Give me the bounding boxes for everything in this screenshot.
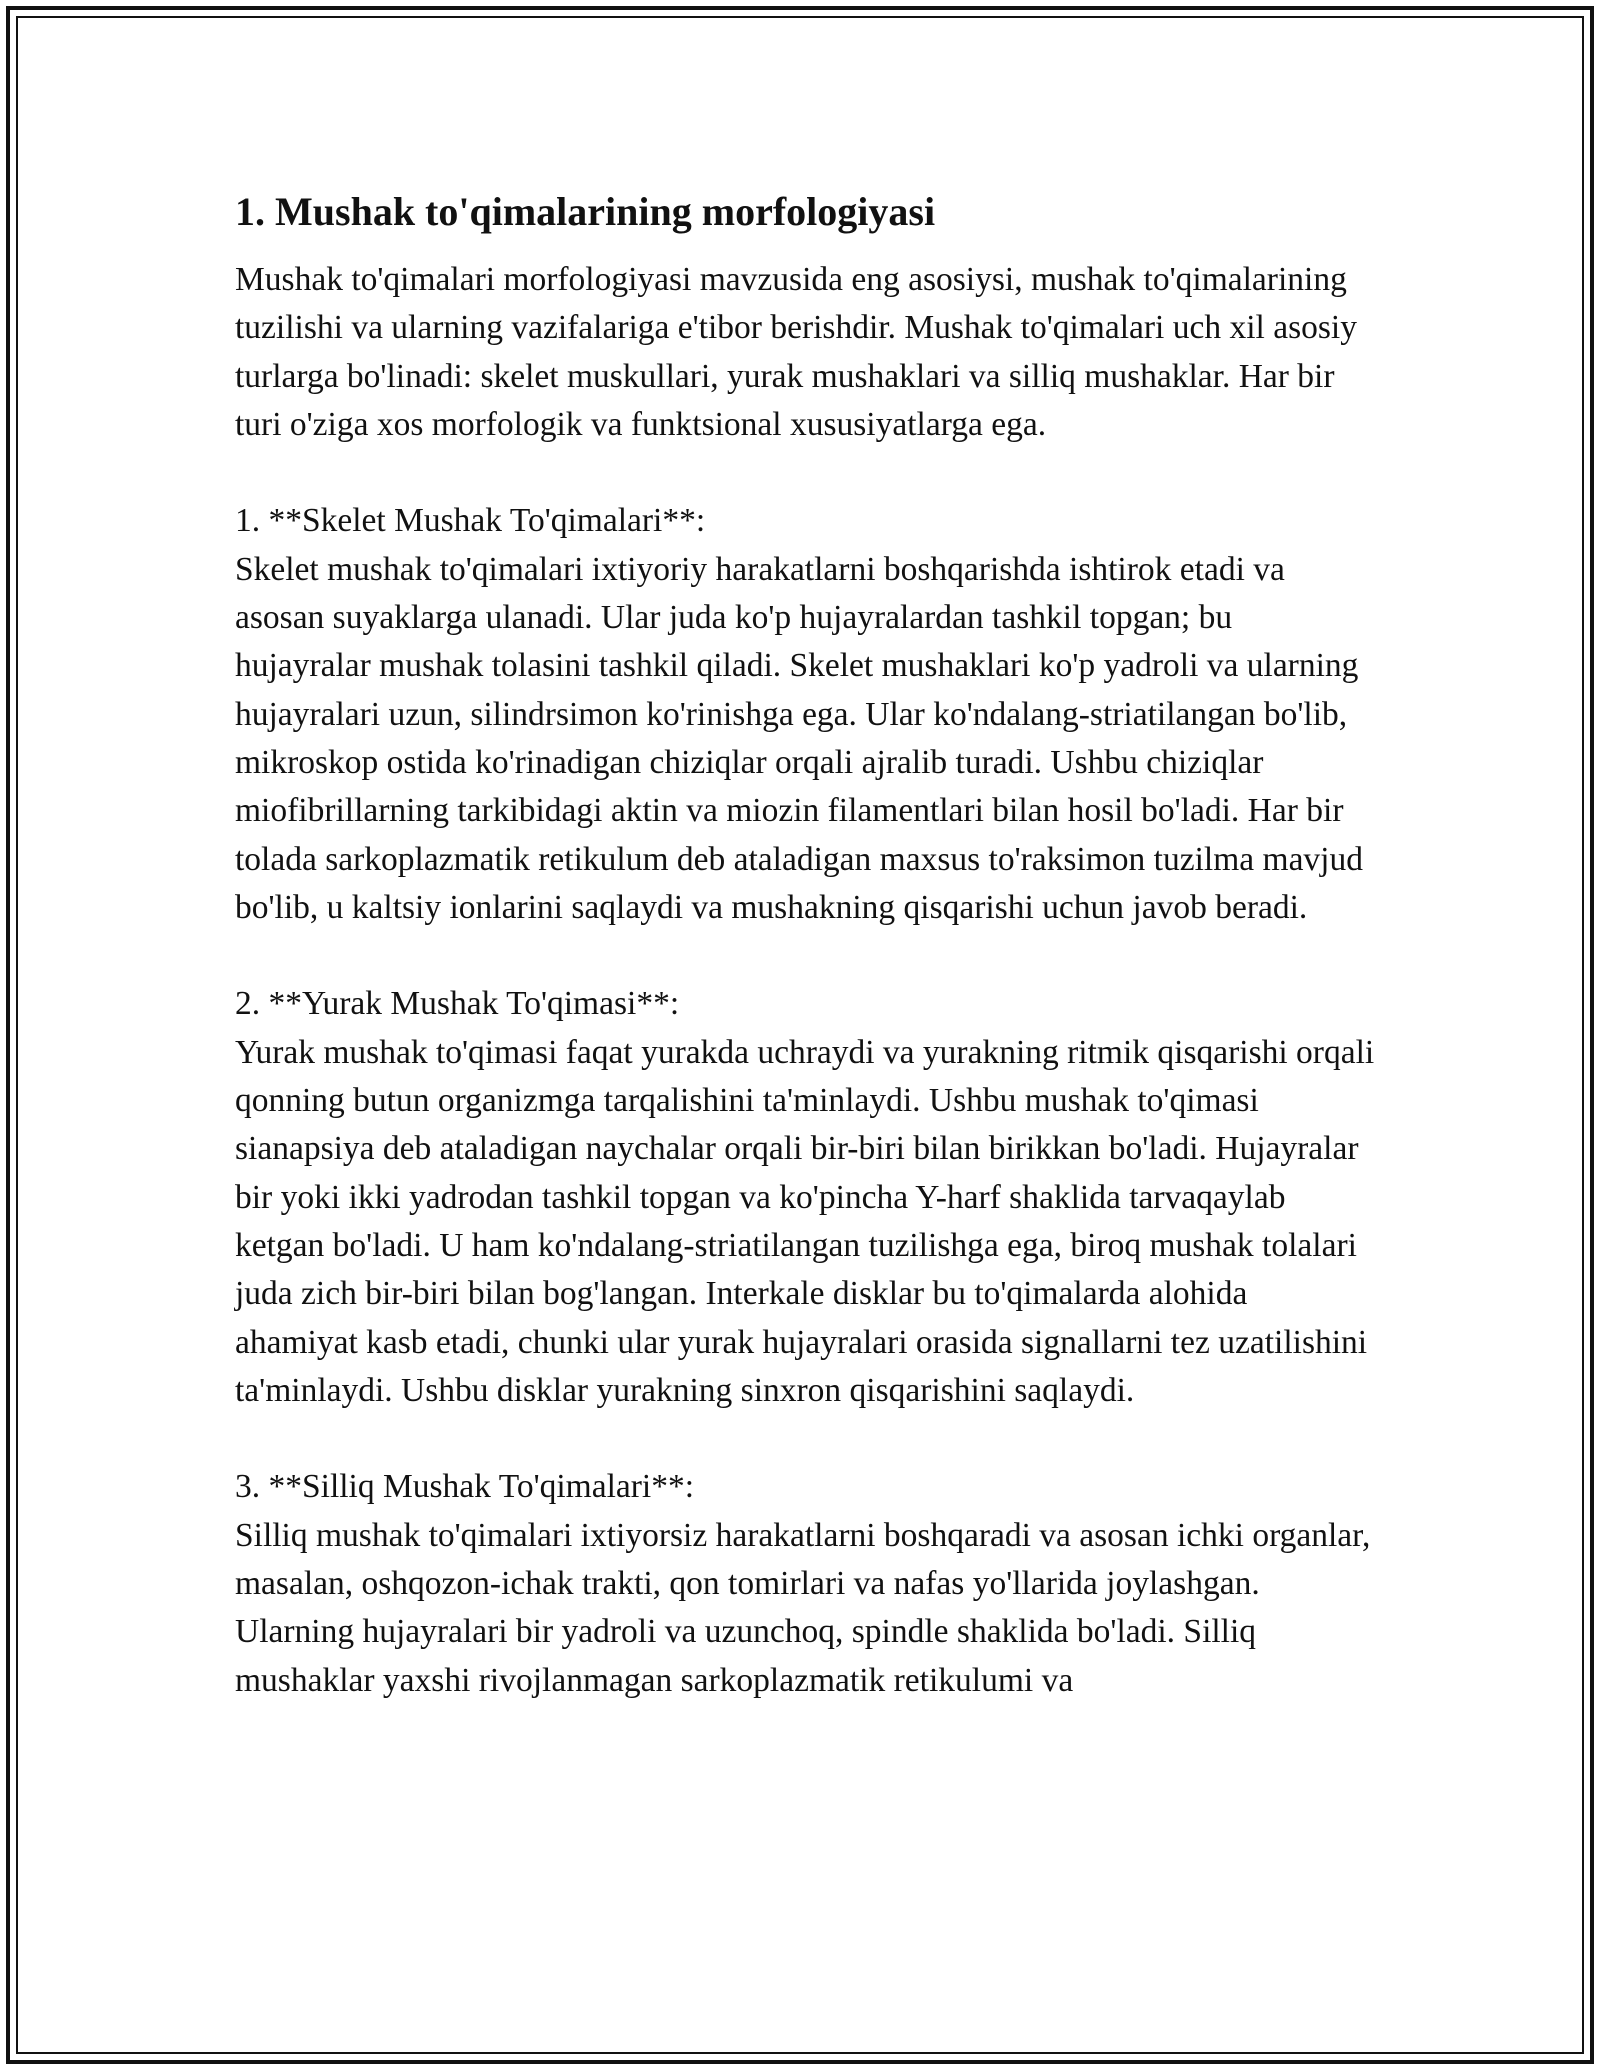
section-heading: 3. **Silliq Mushak To'qimalari**:: [235, 1468, 695, 1506]
section-body: Yurak mushak to'qimasi faqat yurakda uchraydi va yurakning ritmik qisqarishi orqali qonning butun organizmga tarqalishini ta'minlaydi. Ushbu mushak to'qimasi sianapsiya deb ataladigan naychalar orqali bir-biri bilan birikkan bo'ladi. Hujayralar bir yoki ikki yadrodan tashkil topgan va ko'pincha Y-harf shaklida tarvaqaylab ketgan bo'ladi. U ham ko'ndalang-striatilangan tuzilishga ega, biroq mushak tolalari juda zich bir-biri bilan bog'langan. Interkale disklar bu to'qimalarda alohida ahamiyat kasb etadi, chunki ular yurak hujayralari orasida signallarni tez uzatilishini ta'minlaydi. Ushbu disklar yurakning sinxron qisqarishini saqlaydi.: [235, 1033, 1375, 1409]
section-heading: 2. **Yurak Mushak To'qimasi**:: [235, 985, 680, 1023]
section-body: Skelet mushak to'qimalari ixtiyoriy harakatlarni boshqarishda ishtirok etadi va asosan suyaklarga ulanadi. Ular juda ko'p hujayralardan tashkil topgan; bu hujayralar mushak tolasini tashkil qiladi. Skelet mushaklari ko'p yadroli va ularning hujayralari uzun, silindrsimon ko'rinishga ega. Ular ko'ndalang-striatilangan bo'lib, mikroskop ostida ko'rinadigan chiziqlar orqali ajralib turadi. Ushbu chiziqlar miofibrillarning tarkibidagi aktin va miozin filamentlari bilan hosil bo'ladi. Har bir tolada sarkoplazmatik retikulum deb ataladigan maxsus to'raksimon tuzilma mavjud bo'lib, u kaltsiy ionlarini saqlaydi va mushakning qisqarishi uchun javob beradi.: [235, 550, 1363, 926]
section-smooth: [235, 1463, 1375, 1704]
page-title: 1. Mushak to'qimalarining morfologiyasi: [235, 189, 936, 234]
section-skeletal: [235, 497, 1375, 932]
section-cardiac: [235, 980, 1375, 1415]
intro-paragraph: Mushak to'qimalari morfologiyasi mavzusida eng asosiysi, mushak to'qimalarining tuzilishi va ularning vazifalariga e'tibor berishdir. Mushak to'qimalari uch xil asosiy turlarga bo'linadi: skelet muskullari, yurak mushaklari va silliq mushaklar. Har bir turi o'ziga xos morfologik va funktsional xususiyatlarga ega.: [235, 261, 1357, 443]
section-heading: 1. **Skelet Mushak To'qimalari**:: [235, 502, 706, 540]
section-body: Silliq mushak to'qimalari ixtiyorsiz harakatlarni boshqaradi va asosan ichki organlar, masalan, oshqozon-ichak trakti, qon tomirlari va nafas yo'llarida joylashgan. Ularning hujayralari bir yadroli va uzunchoq, spindle shaklida bo'ladi. Silliq mushaklar yaxshi rivojlanmagan sarkoplazmatik retikulumi va: [235, 1516, 1371, 1699]
document-body: [235, 180, 1375, 1705]
